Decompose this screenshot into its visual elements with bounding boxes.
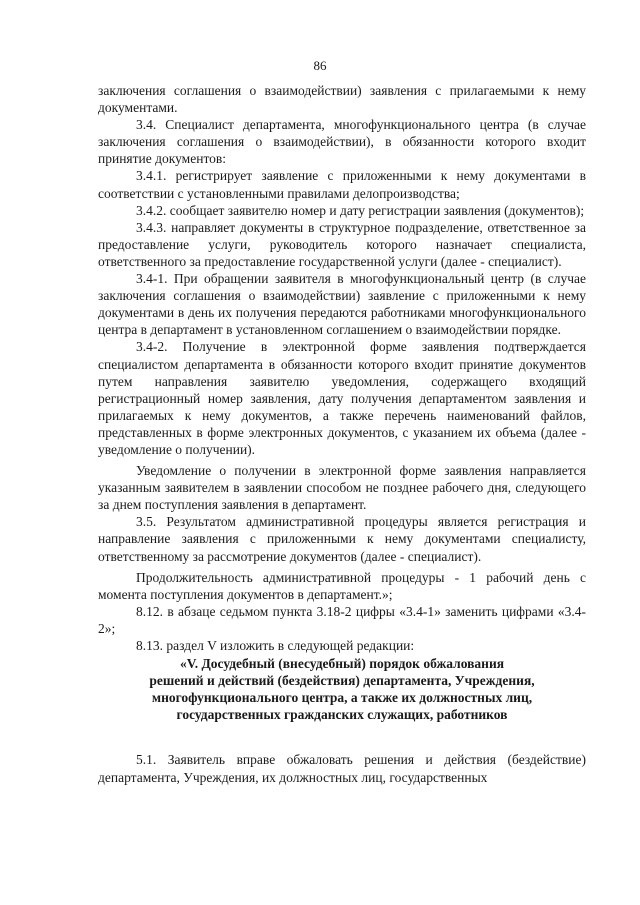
paragraph-3-4-2: 3.4.2. сообщает заявителю номер и дату регистрации заявления (документов);: [136, 202, 585, 218]
paragraph-5-1: 5.1. Заявитель вправе обжаловать решения и действия (бездействие) департамента, Учреждения, их должностных лиц, государственных: [98, 752, 586, 785]
paragraph-continuation: заключения соглашения о взаимодействии) заявления с прилагаемыми к нему документами.: [98, 83, 586, 116]
paragraph-3-4-dash-2: 3.4-2. Получение в электронной форме заявления подтверждается специалистом департамента в обязанности которого входит принятие документов путем направления заявителю уведомления, содержащего входящий регистрационный номер заявления, дату получения департаментом заявления и прилагаемых к нему документов, а также перечень наименований файлов, представленных в форме электронных документов, с указанием их объема (далее - уведомление о получении).: [98, 339, 586, 457]
paragraph-notification: Уведомление о получении в электронной форме заявления направляется указанным заявителем в заявлении способом не позднее рабочего дня, следующего за днем поступления заявления в департамент.: [98, 463, 586, 513]
paragraph-duration: Продолжительность административной процедуры - 1 рабочий день с момента поступления документов в департамент.»;: [98, 569, 586, 602]
section-spacer: [98, 723, 586, 751]
document-body: [98, 82, 586, 786]
paragraph-3-5: 3.5. Результатом административной процедуры является регистрация и направление заявления с приложенными к нему документами специалисту, ответственному за рассмотрение документов (далее - специалист).: [98, 514, 586, 564]
heading-line: «V. Досудебный (внесудебный) порядок обжалования: [179, 656, 505, 672]
heading-line: многофункционального центра, а также их должностных лиц,: [151, 690, 533, 706]
paragraph-8-12: 8.12. в абзаце седьмом пункта 3.18-2 цифры «3.4-1» заменить цифрами «3.4-2»;: [98, 603, 586, 636]
paragraph-3-4-1: 3.4.1. регистрирует заявление с приложенными к нему документами в соответствии с установленными правилами делопроизводства;: [98, 168, 586, 201]
paragraph-8-13: 8.13. раздел V изложить в следующей редакции:: [136, 638, 415, 653]
heading-line: государственных гражданских служащих, работников: [176, 707, 508, 723]
section-v-heading: [98, 655, 586, 723]
paragraph-3-4-3: 3.4.3. направляет документы в структурное подразделение, ответственное за предоставление услуги, руководитель которого назначает специалиста, ответственного за предоставление государственной услуги (далее - специалист).: [98, 219, 586, 269]
heading-line: решений и действий (бездействия) департамента, Учреждения,: [149, 673, 535, 689]
paragraph-3-4: 3.4. Специалист департамента, многофункционального центра (в случае заключения соглашения о взаимодействии), в обязанности которого входит принятие документов:: [98, 117, 586, 167]
page-number: 86: [313, 58, 327, 73]
paragraph-3-4-dash-1: 3.4-1. При обращении заявителя в многофункциональный центр (в случае заключения соглашения о взаимодействии) заявление с приложенными к нему документами в день их получения передаются работниками многофункционального центра в департамент в установленном соглашением о взаимодействии порядке.: [98, 271, 586, 338]
